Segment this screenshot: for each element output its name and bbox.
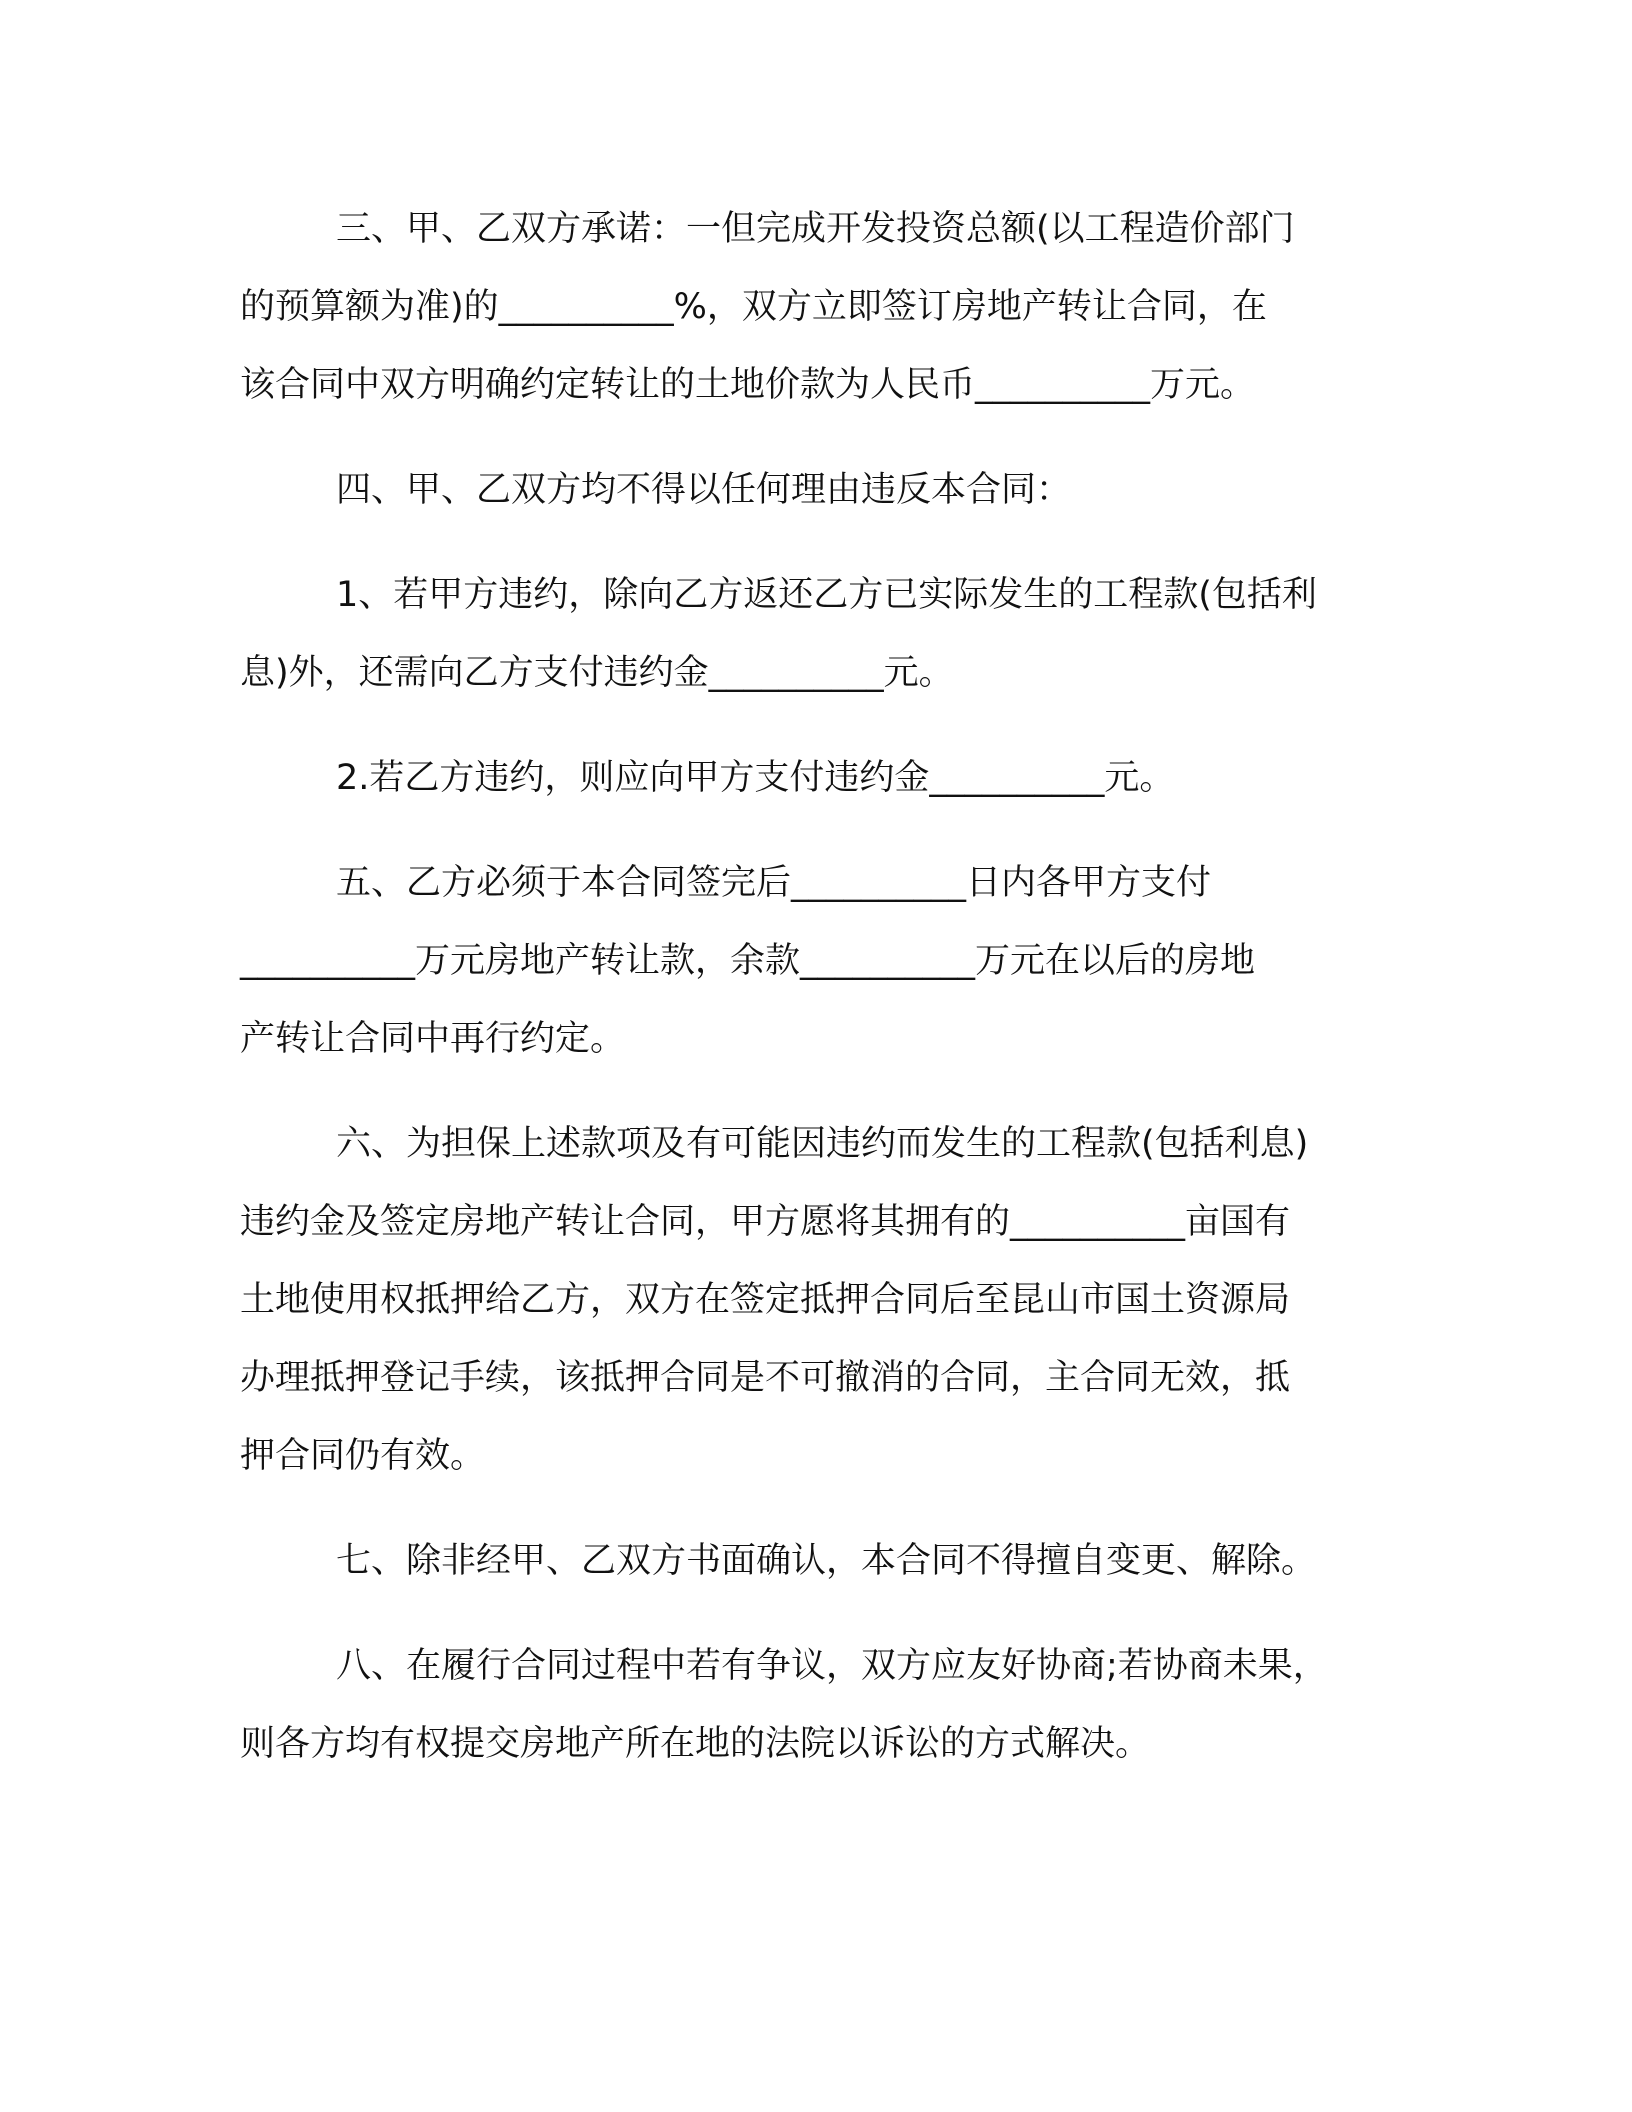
text-line: 四、甲、乙双方均不得以任何理由违反本合同： — [336, 470, 1072, 510]
text-line: 八、在履行合同过程中若有争议，双方应友好协商;若协商未果， — [336, 1646, 1328, 1686]
clause-6-paragraph — [240, 1105, 1400, 1495]
text-line: 办理抵押登记手续，该抵押合同是不可撤消的合同，主合同无效，抵 — [240, 1358, 1291, 1398]
text-line: 违约金及签定房地产转让合同，甲方愿将其拥有的__________亩国有 — [240, 1202, 1291, 1242]
clause-5-paragraph — [240, 844, 1400, 1078]
text-line: 五、乙方必须于本合同签完后__________日内各甲方支付 — [336, 863, 1212, 903]
text-line: 1、若甲方违约，除向乙方返还乙方已实际发生的工程款(包括利 — [336, 575, 1317, 615]
text-line: 七、除非经甲、乙双方书面确认，本合同不得擅自变更、解除。 — [336, 1541, 1317, 1581]
text-line: 押合同仍有效。 — [240, 1436, 486, 1476]
text-line: 产转让合同中再行约定。 — [240, 1019, 626, 1059]
clause-4-2-paragraph — [240, 739, 1400, 817]
text-line: 的预算额为准)的__________%，双方立即签订房地产转让合同，在 — [240, 287, 1267, 327]
text-line: 该合同中双方明确约定转让的土地价款为人民币__________万元。 — [240, 365, 1256, 405]
clause-7-paragraph — [240, 1522, 1400, 1600]
text-line: __________万元房地产转让款，余款__________万元在以后的房地 — [240, 941, 1256, 981]
text-line: 2.若乙方违约，则应向甲方支付违约金__________元。 — [336, 758, 1175, 798]
text-line: 土地使用权抵押给乙方，双方在签定抵押合同后至昆山市国土资源局 — [240, 1280, 1291, 1320]
text-line: 息)外，还需向乙方支付违约金__________元。 — [240, 653, 954, 693]
clause-4-paragraph — [240, 451, 1400, 529]
text-line: 则各方均有权提交房地产所在地的法院以诉讼的方式解决。 — [240, 1724, 1151, 1764]
clause-3-paragraph — [240, 190, 1400, 424]
clause-4-1-paragraph — [240, 556, 1400, 712]
document-page — [240, 190, 1400, 1810]
text-line: 六、为担保上述款项及有可能因违约而发生的工程款(包括利息) — [336, 1124, 1309, 1164]
text-line: 三、甲、乙双方承诺：一但完成开发投资总额(以工程造价部门 — [336, 209, 1295, 249]
clause-8-paragraph — [240, 1627, 1400, 1783]
